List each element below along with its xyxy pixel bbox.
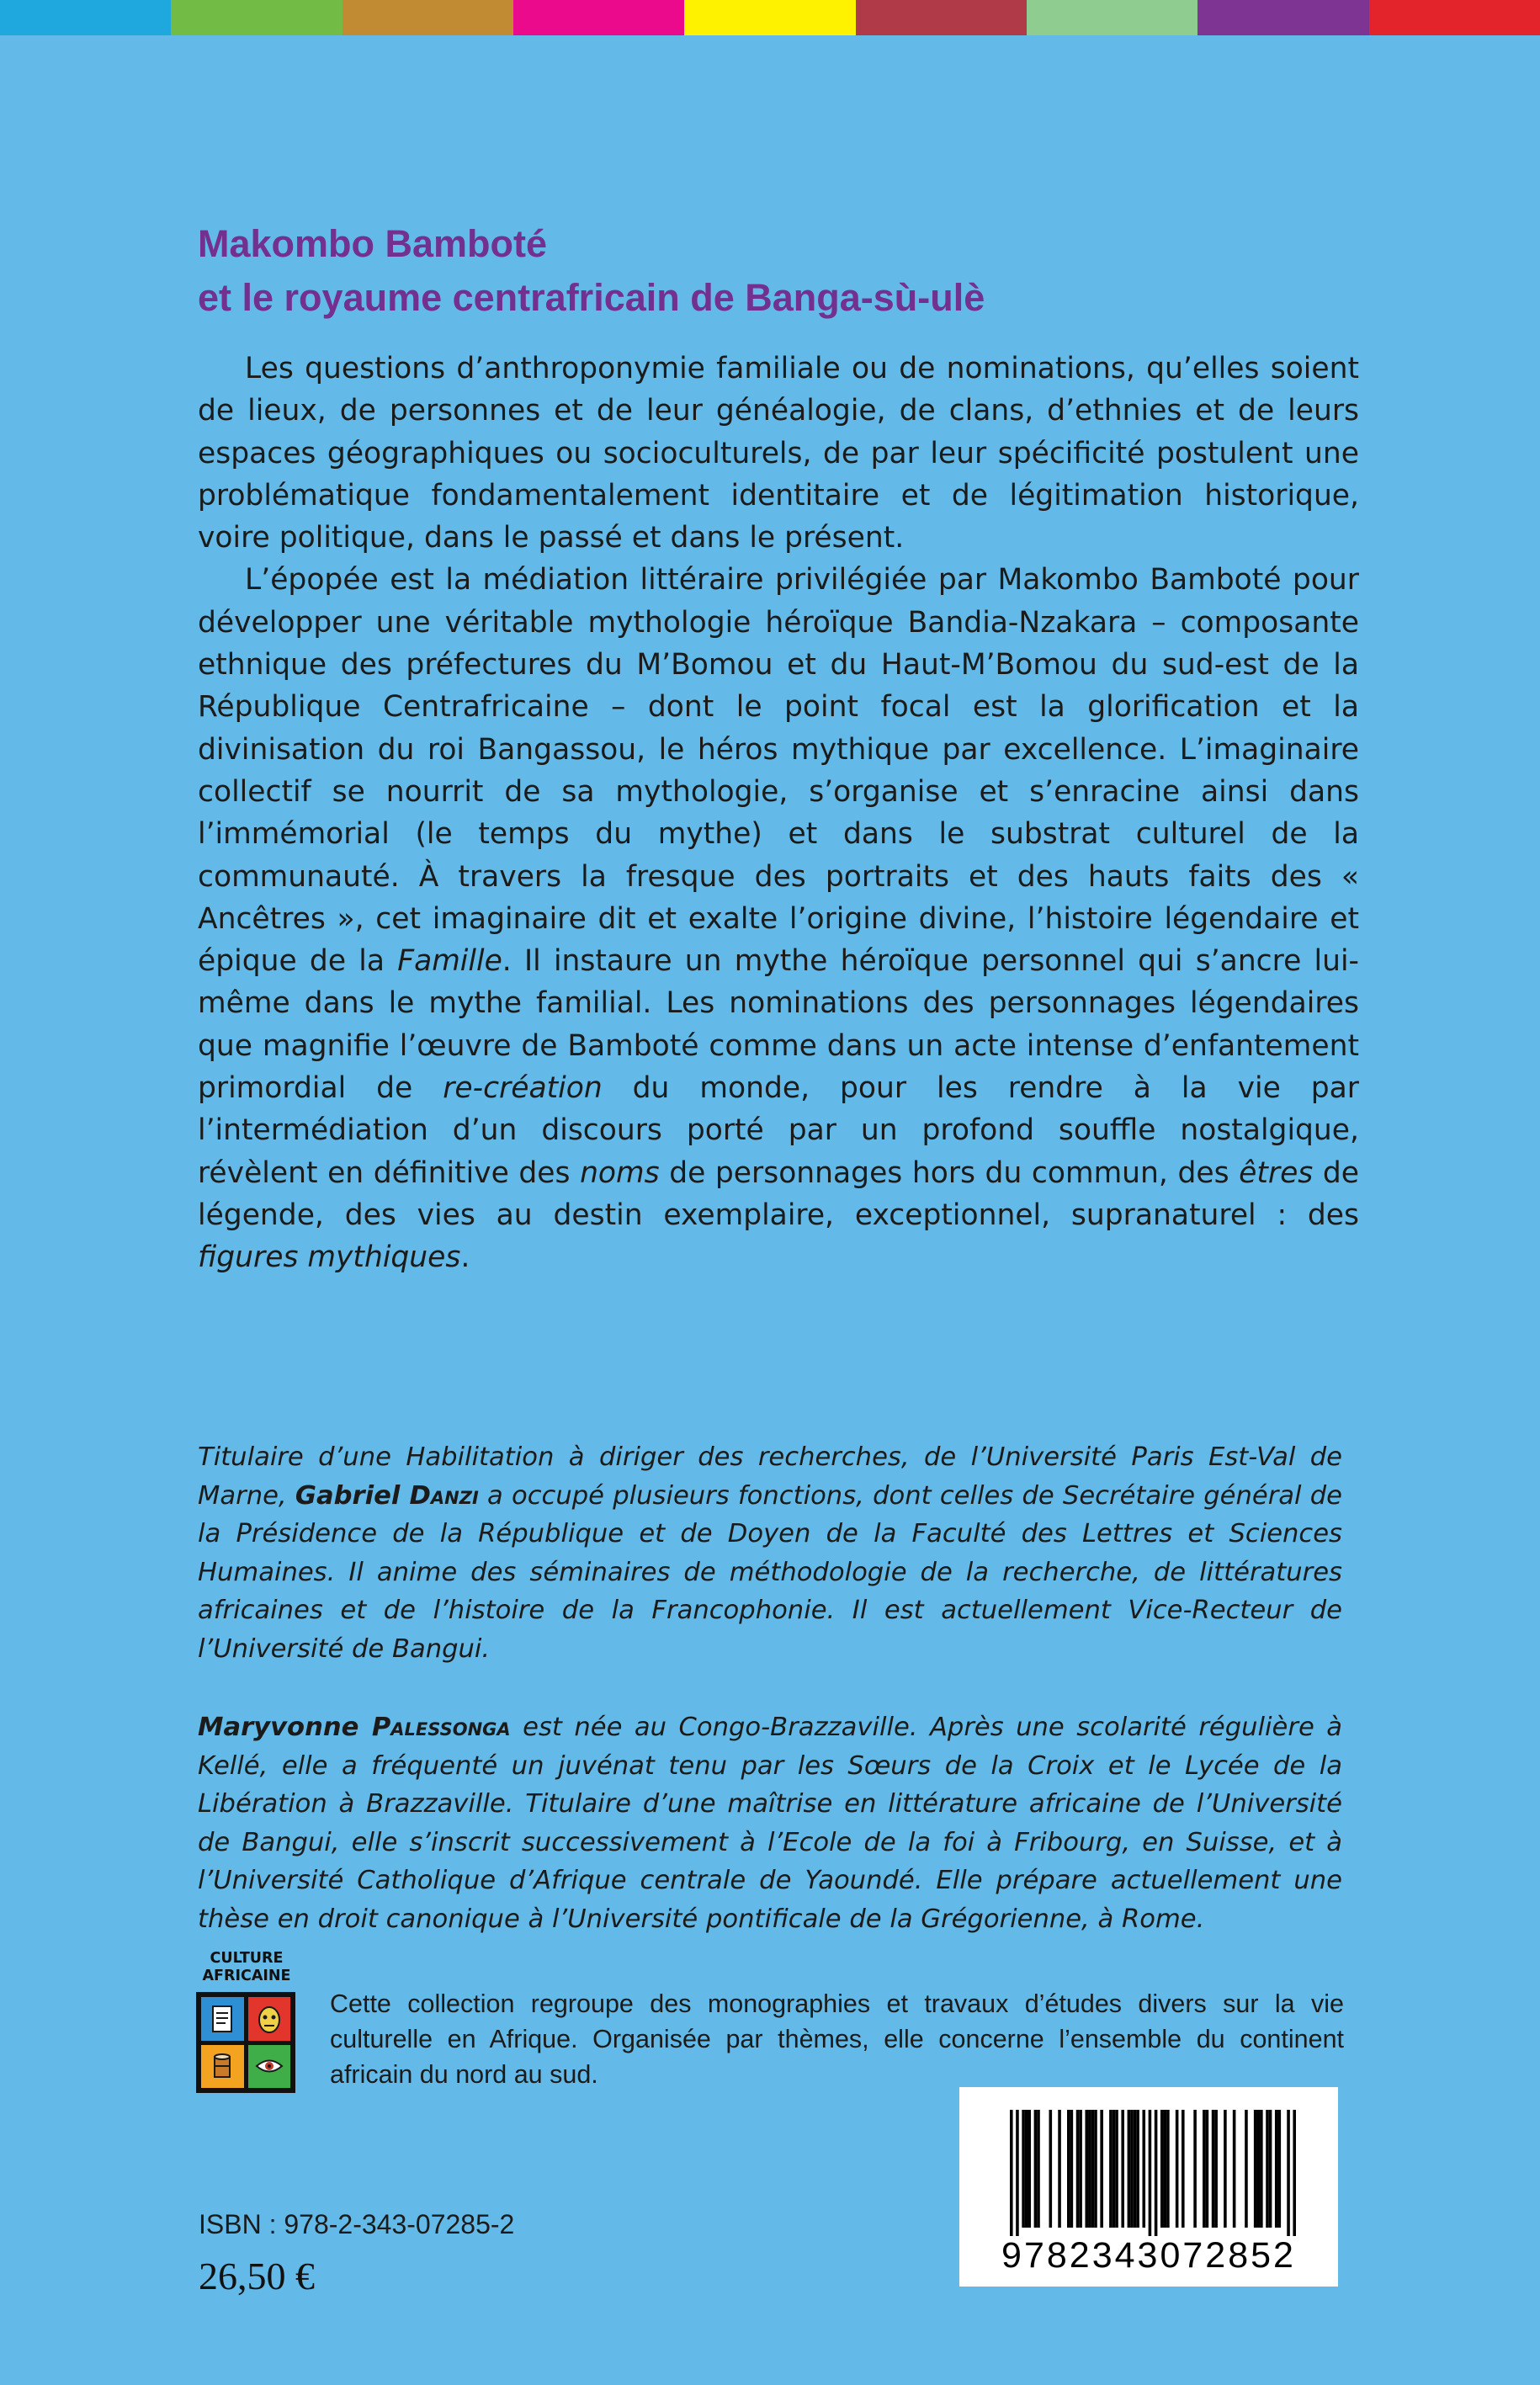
text-run: de légende, des vies au destin exemplaire, exceptionnel, supranaturel : des	[198, 1155, 1359, 1232]
italic-run: re-création	[443, 1071, 603, 1106]
author-bio-palessonga	[198, 1708, 1342, 1938]
synopsis-paragraph-2	[198, 559, 1359, 1278]
barcode-bar	[1278, 2110, 1282, 2228]
barcode-bar	[1025, 2110, 1028, 2228]
barcode-bar	[1037, 2110, 1040, 2228]
barcode-bar	[1079, 2110, 1082, 2228]
barcode-bar	[1076, 2110, 1080, 2228]
barcode-bars	[1010, 2110, 1296, 2236]
barcode-bar	[1293, 2110, 1296, 2236]
document-icon	[201, 1997, 244, 2041]
barcode-bar	[1275, 2110, 1278, 2228]
barcode-bar	[1260, 2110, 1263, 2228]
text-run: est née au Congo-Brazzaville. Après une scolarité régulière à Kellé, elle a fréquenté un juvénat tenu par les Sœurs de la Croix et le Lycée de la Libération à Brazzaville. Titulaire d’une maîtrise en littérature africaine de l’Université de Bangui, elle s’inscrit successivement à l’Ecole de la foi à Fribourg, en Suisse, et à l’Université Catholique d’Afrique centrale de Yaoundé. Elle prépare actuellement une thèse en droit canonique à l’Université pontificale de la Grégorienne, à Rome.	[198, 1713, 1342, 1934]
barcode-bar	[1266, 2110, 1269, 2228]
synopsis	[198, 348, 1359, 1279]
logo-label-line-2: AFRICAINE	[202, 1968, 291, 1984]
italic-run: figures mythiques	[198, 1240, 461, 1275]
book-title	[198, 217, 1359, 325]
barcode-bar	[1058, 2110, 1061, 2228]
author-name-palessonga	[198, 1713, 511, 1742]
barcode-bar	[1109, 2110, 1113, 2228]
logo-label-line-1: CULTURE	[210, 1950, 284, 1967]
barcode-digits: 9782343072852	[1001, 2235, 1296, 2276]
text-run: a occupé plusieurs fonctions, dont celles de Secrétaire général de la Présidence de la République et de Doyen de la Faculté des Lettres et Sciences Humaines. Il anime des séminaires de méthodologie de la recherche, de littératures africaines et de l’histoire de la Francophonie. Il est actuellement Vice-Recteur de l’Université de Bangui.	[198, 1480, 1342, 1664]
drum-icon	[201, 2045, 244, 2089]
barcode-bar	[1206, 2110, 1209, 2228]
barcode-bar	[1142, 2110, 1145, 2228]
barcode-bar	[1203, 2110, 1206, 2228]
color-strip-segment	[343, 0, 513, 35]
barcode-bar	[1049, 2110, 1053, 2228]
barcode-bar	[1091, 2110, 1095, 2228]
color-strip-segment	[1369, 0, 1540, 35]
barcode-bar	[1115, 2110, 1118, 2228]
collection-description: Cette collection regroupe des monographies et travaux d’études divers sur la vie culturelle en Afrique. Organisée par thèmes, elle concerne l’ensemble du continent africain du nord au sud.	[330, 1989, 1344, 2089]
barcode-bar	[1134, 2110, 1137, 2228]
text-run: . Il instaure un mythe héroïque personnel qui s’ancre lui-même dans le mythe familial. Les nominations des personnages légendaires que magnifie l’œuvre de Bamboté comme dans un acte intense d’enfantement primordial de	[198, 944, 1360, 1106]
barcode-bar	[1028, 2110, 1031, 2228]
author-last-name: Danzi	[409, 1480, 479, 1511]
barcode-bar	[1224, 2110, 1227, 2228]
color-strip-segment	[171, 0, 342, 35]
barcode-bar	[1182, 2110, 1185, 2228]
collection-logo-label	[196, 1950, 297, 1985]
barcode	[959, 2087, 1338, 2287]
barcode-bar	[1034, 2110, 1038, 2228]
text-run: Titulaire d’une Habilitation à diriger des recherches, de l’Université Paris Est-Val de Marne,	[198, 1442, 1342, 1511]
title-line-1: Makombo Bamboté	[198, 222, 548, 265]
collection-logo	[196, 1950, 297, 2093]
mask-icon	[248, 1997, 291, 2041]
color-strip-segment	[1197, 0, 1368, 35]
author-name-danzi	[295, 1481, 479, 1511]
italic-run: noms	[580, 1155, 660, 1190]
barcode-bar	[1070, 2110, 1074, 2228]
barcode-bar	[1164, 2110, 1167, 2228]
author-last-name: Palessonga	[371, 1713, 511, 1742]
text-run: de personnages hors du commun, des	[659, 1155, 1240, 1190]
barcode-bar	[1212, 2110, 1215, 2228]
color-strip	[0, 0, 1540, 35]
barcode-bar	[1010, 2110, 1013, 2236]
barcode-bar	[1233, 2110, 1236, 2228]
barcode-bar	[1155, 2110, 1158, 2236]
barcode-bar	[1130, 2110, 1134, 2228]
barcode-bar	[1193, 2110, 1197, 2228]
barcode-bar	[1166, 2110, 1170, 2228]
italic-run: êtres	[1239, 1155, 1314, 1190]
barcode-bar	[1094, 2110, 1097, 2228]
barcode-bar	[1128, 2110, 1131, 2228]
barcode-bar	[1016, 2110, 1019, 2236]
barcode-bar	[1269, 2110, 1272, 2228]
eye-icon	[248, 2045, 291, 2089]
barcode-bar	[1160, 2110, 1164, 2228]
text-run: .	[460, 1240, 470, 1275]
color-strip-segment	[513, 0, 684, 35]
author-first-name: Gabriel	[295, 1480, 401, 1511]
color-strip-segment	[1027, 0, 1197, 35]
barcode-bar	[1088, 2110, 1091, 2228]
barcode-bar	[1136, 2110, 1139, 2228]
price: 26,50 €	[199, 2255, 315, 2297]
barcode-bar	[1022, 2110, 1025, 2228]
text-run: L’épopée est la médiation littéraire privilégiée par Makombo Bamboté pour développer une véritable mythologie héroïque Bandia-Nzakara – composante ethnique des préfectures du M’Bomou et du Haut-M’Bomou du sud-est de la République Centrafricaine – dont le point focal est la glorification et la divinisation du roi Bangassou, le héros mythique par excellence. L’imaginaire collectif se nourrit de sa mythologie, s’organise et s’enracine ainsi dans l’immémorial (le temps du mythe) et dans le substrat culturel de la communauté. À travers la fresque des portraits et des hauts faits des « Ancêtres », cet imaginaire dit et exalte l’origine divine, l’histoire légendaire et épique de la	[198, 563, 1359, 979]
color-strip-segment	[684, 0, 855, 35]
barcode-bar	[1121, 2110, 1124, 2228]
barcode-bar	[1214, 2110, 1218, 2228]
barcode-bar	[1287, 2110, 1290, 2236]
author-first-name: Maryvonne	[198, 1713, 359, 1742]
barcode-bar	[1113, 2110, 1116, 2228]
synopsis-paragraph-1: Les questions d’anthroponymie familiale ou de nominations, qu’elles soient de lieux, de personnes et de leur généalogie, de clans, d’ethnies et de leurs espaces géographiques ou socioculturels, de par leur spécificité postulent une problématique fondamentalement identitaire et de légitimation historique, voire politique, dans le passé et dans le présent.	[198, 352, 1359, 555]
isbn: ISBN : 978-2-343-07285-2	[199, 2209, 515, 2239]
italic-run: Famille	[397, 944, 502, 979]
title-line-2: et le royaume centrafricain de Banga-sù-ulè	[198, 276, 985, 319]
barcode-bar	[1085, 2110, 1088, 2228]
barcode-bar	[1149, 2110, 1152, 2236]
author-bio-danzi	[198, 1438, 1342, 1668]
text-run: du monde, pour les rendre à la vie par l’intermédiation d’un discours porté par un profond souffle nostalgique, révèlent en définitive des	[198, 1071, 1359, 1190]
barcode-bar	[1245, 2110, 1248, 2228]
collection-logo-tiles	[196, 1992, 295, 2093]
color-strip-segment	[0, 0, 171, 35]
color-strip-segment	[856, 0, 1027, 35]
barcode-bar	[1254, 2110, 1257, 2228]
barcode-bar	[1100, 2110, 1103, 2228]
barcode-bar	[1067, 2110, 1070, 2228]
barcode-bar	[1176, 2110, 1179, 2228]
barcode-bar	[1256, 2110, 1260, 2228]
